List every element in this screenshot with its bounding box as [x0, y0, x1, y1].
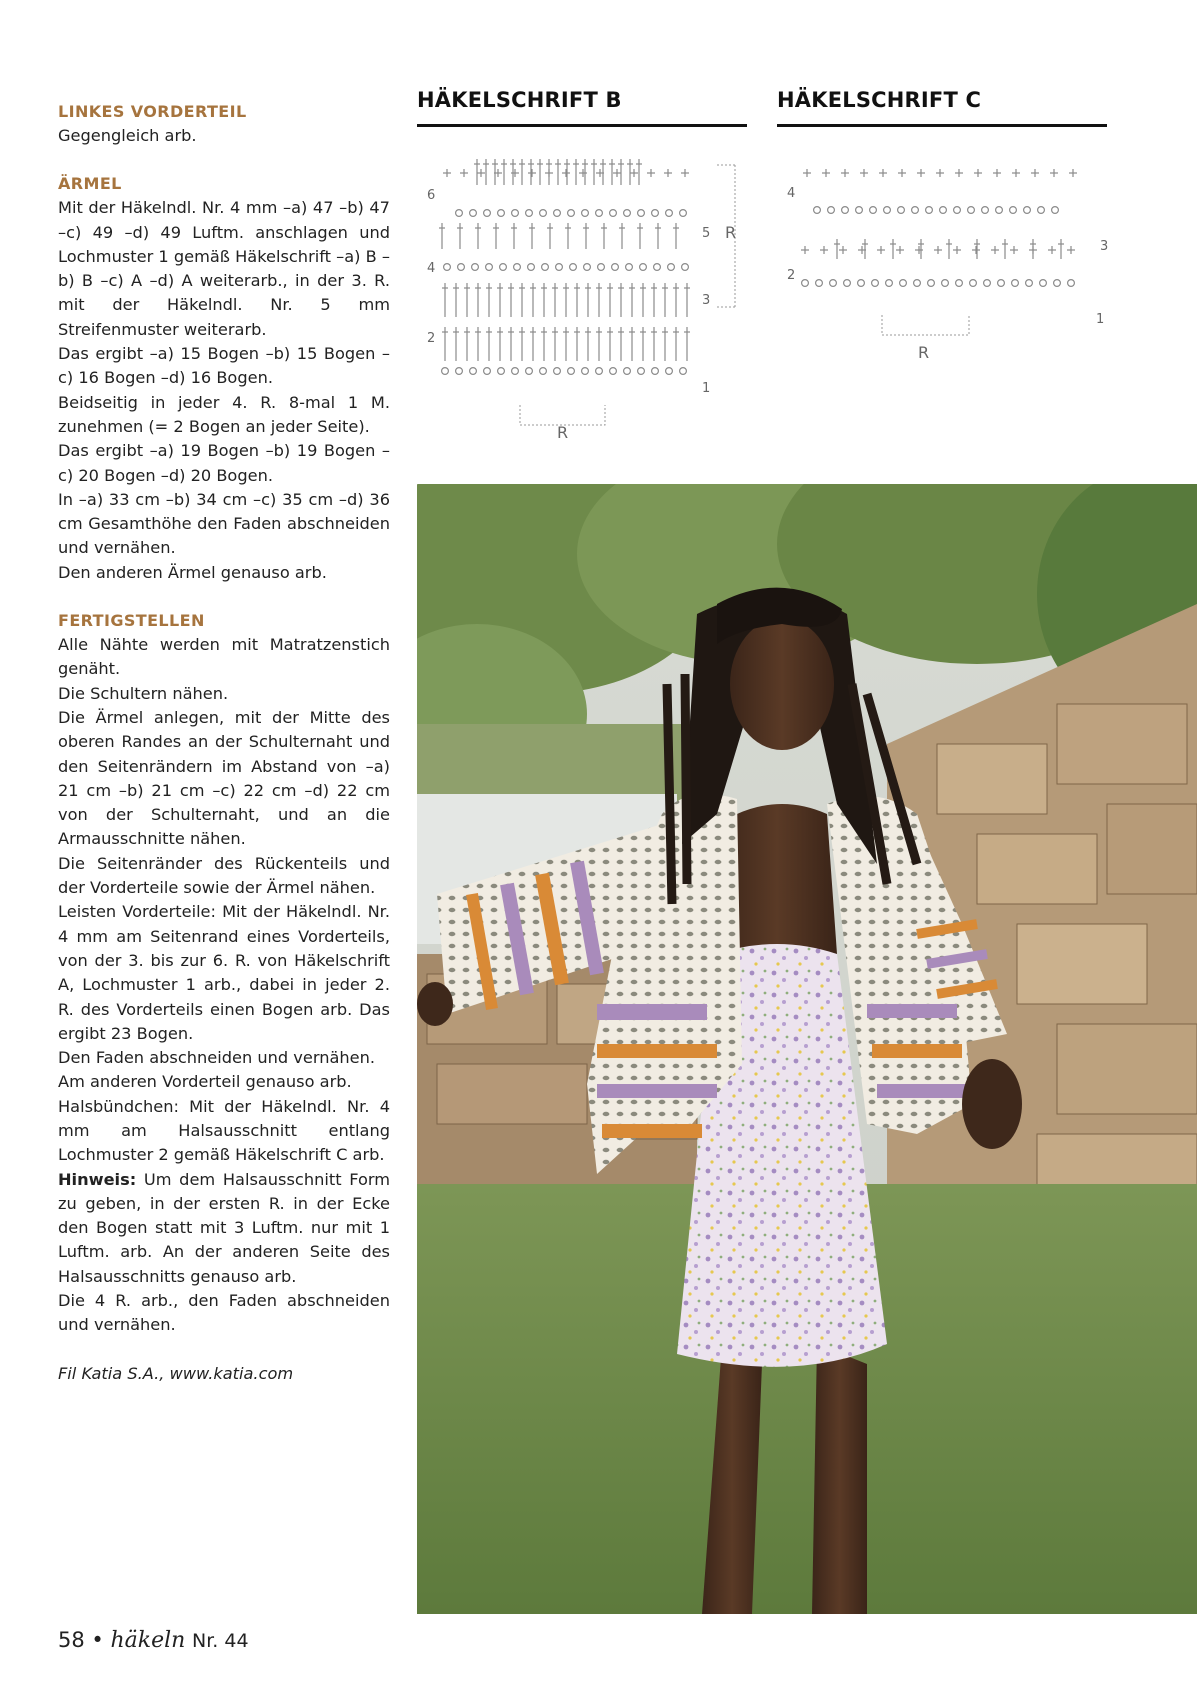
chain-stitch-symbol	[856, 207, 863, 214]
photo-illustration	[417, 484, 1197, 1614]
row-label-3: 3	[702, 293, 711, 308]
chain-stitch-symbol	[816, 280, 823, 287]
row-label-5: 5	[702, 226, 711, 241]
chain-stitch-symbol	[802, 280, 809, 287]
chain-stitch-symbol	[596, 210, 603, 217]
credit: Fil Katia S.A., www.katia.com	[58, 1363, 294, 1383]
chain-stitch-symbol	[872, 280, 879, 287]
chain-stitch-symbol	[828, 207, 835, 214]
chart-c-rule	[777, 124, 1107, 127]
chain-stitch-symbol	[584, 264, 591, 271]
crochet-chart-b	[417, 155, 747, 445]
chain-stitch-symbol	[682, 264, 689, 271]
crochet-chart-b-svg	[417, 155, 747, 445]
chain-stitch-symbol	[556, 264, 563, 271]
paragraph: Gegengleich arb.	[58, 126, 197, 145]
row-label-4: 4	[787, 186, 796, 201]
row-label-1: 1	[1096, 312, 1105, 327]
chain-stitch-symbol	[900, 280, 907, 287]
chain-stitch-symbol	[638, 210, 645, 217]
chain-stitch-symbol	[612, 264, 619, 271]
row-label-1: 1	[702, 381, 711, 396]
chain-stitch-symbol	[668, 264, 675, 271]
chain-stitch-symbol	[1052, 207, 1059, 214]
chain-stitch-symbol	[528, 264, 535, 271]
chain-stitch-symbol	[912, 207, 919, 214]
chain-stitch-symbol	[1040, 280, 1047, 287]
chain-stitch-symbol	[666, 210, 673, 217]
heading-fertigstellen: FERTIGSTELLEN	[58, 611, 205, 631]
chain-stitch-symbol	[638, 368, 645, 375]
chain-stitch-symbol	[486, 264, 493, 271]
chain-stitch-symbol	[998, 280, 1005, 287]
repeat-bracket-bottom	[520, 405, 605, 425]
chain-stitch-symbol	[954, 207, 961, 214]
chain-stitch-symbol	[886, 280, 893, 287]
chain-stitch-symbol	[582, 368, 589, 375]
chain-stitch-symbol	[568, 210, 575, 217]
chart-c-title: HÄKELSCHRIFT C	[777, 88, 982, 112]
chain-stitch-symbol	[928, 280, 935, 287]
chain-stitch-symbol	[442, 368, 449, 375]
paragraph: Am anderen Vorderteil genauso arb.	[58, 1072, 352, 1092]
chain-stitch-symbol	[968, 207, 975, 214]
chain-stitch-symbol	[940, 207, 947, 214]
chain-stitch-symbol	[456, 368, 463, 375]
chain-stitch-symbol	[970, 280, 977, 287]
chain-stitch-symbol	[624, 210, 631, 217]
chain-stitch-symbol	[498, 210, 505, 217]
paragraph: Alle Nähte werden mit Matratzenstich genäht.	[58, 635, 390, 679]
chain-stitch-symbol	[1038, 207, 1045, 214]
chain-stitch-symbol	[844, 280, 851, 287]
chain-stitch-symbol	[982, 207, 989, 214]
chain-stitch-symbol	[626, 264, 633, 271]
chain-stitch-symbol	[610, 210, 617, 217]
chain-stitch-symbol	[858, 280, 865, 287]
chain-stitch-symbol	[610, 368, 617, 375]
chain-stitch-symbol	[456, 210, 463, 217]
chain-stitch-symbol	[652, 368, 659, 375]
chain-stitch-symbol	[458, 264, 465, 271]
repeat-bracket-bottom	[882, 315, 969, 335]
chain-stitch-symbol	[870, 207, 877, 214]
chain-stitch-symbol	[554, 210, 561, 217]
chain-stitch-symbol	[1026, 280, 1033, 287]
chain-stitch-symbol	[942, 280, 949, 287]
chain-stitch-symbol	[540, 368, 547, 375]
chain-stitch-symbol	[666, 368, 673, 375]
paragraph: Beidseitig in jeder 4. R. 8-mal 1 M. zunehmen (= 2 Bogen an jeder Seite).	[58, 392, 390, 436]
chain-stitch-symbol	[472, 264, 479, 271]
paragraph: Leisten Vorderteile: Mit der Häkelndl. Nr. 4 mm am Seitenrand eines Vorderteils, von der 3. bis zur 6. R. von Häkelschrift A, Lochmuster 1 arb., dabei in jeder 2. R. des Vorderteils einen Bogen arb. Das ergibt 23 Bogen.	[58, 902, 390, 1043]
issue-number: Nr. 44	[192, 1630, 249, 1652]
paragraph: Halsbündchen: Mit der Häkelndl. Nr. 4 mm am Halsausschnitt entlang Lochmuster 2 gemäß Häkelschrift C arb.	[58, 1096, 390, 1165]
chain-stitch-symbol	[512, 210, 519, 217]
chain-stitch-symbol	[554, 368, 561, 375]
chain-stitch-symbol	[526, 210, 533, 217]
page-number: 58	[58, 1628, 85, 1652]
chain-stitch-symbol	[526, 368, 533, 375]
heading-linkes-vorderteil: LINKES VORDERTEIL	[58, 102, 247, 121]
chain-stitch-symbol	[1054, 280, 1061, 287]
chain-stitch-symbol	[596, 368, 603, 375]
paragraph: Den Faden abschneiden und vernähen.	[58, 1048, 376, 1068]
chain-stitch-symbol	[568, 368, 575, 375]
chain-stitch-symbol	[470, 368, 477, 375]
chain-stitch-symbol	[640, 264, 647, 271]
hinweis-text: Um dem Halsausschnitt Form zu geben, in der ersten R. in der Ecke den Bogen statt mit 3 Luftm. nur mit 1 Luftm. arb. An der anderen Seite des Halsausschnitts genauso arb.	[58, 1169, 390, 1286]
chain-stitch-symbol	[926, 207, 933, 214]
chart-b-title: HÄKELSCHRIFT B	[417, 88, 622, 112]
paragraph: Mit der Häkelndl. Nr. 4 mm –a) 47 –b) 47 –c) 49 –d) 49 Luftm. anschlagen und Lochmuster 1 gemäß Häkelschrift –a) B –b) B –c) A –d) A weiterarb., in der 3. R. mit der Häkelndl. Nr. 5 mm Streifenmuster weiterarb.	[58, 198, 390, 339]
paragraph: Das ergibt –a) 15 Bogen –b) 15 Bogen –c) 16 Bogen –d) 16 Bogen.	[58, 344, 390, 388]
chain-stitch-symbol	[542, 264, 549, 271]
chain-stitch-symbol	[1024, 207, 1031, 214]
row-label-2: 2	[427, 331, 436, 346]
paragraph: Das ergibt –a) 19 Bogen –b) 19 Bogen –c) 20 Bogen –d) 20 Bogen.	[58, 441, 390, 485]
chain-stitch-symbol	[814, 207, 821, 214]
crochet-chart-c-svg	[777, 155, 1117, 375]
paragraph: Die Schultern nähen.	[58, 683, 229, 703]
chain-stitch-symbol	[654, 264, 661, 271]
chain-stitch-symbol	[898, 207, 905, 214]
model-photo	[417, 484, 1197, 1614]
chain-stitch-symbol	[842, 207, 849, 214]
paragraph: Den anderen Ärmel genauso arb.	[58, 562, 327, 582]
chain-stitch-symbol	[1010, 207, 1017, 214]
chain-stitch-symbol	[624, 368, 631, 375]
row-label-2: 2	[787, 268, 796, 283]
chain-stitch-symbol	[956, 280, 963, 287]
paragraph: Die Seitenränder des Rückenteils und der Vorderteile sowie der Ärmel nähen.	[58, 853, 390, 898]
chain-stitch-symbol	[582, 210, 589, 217]
magazine-brand: häkeln	[110, 1628, 186, 1653]
chain-stitch-symbol	[1068, 280, 1075, 287]
repeat-label-bottom: R	[557, 423, 569, 442]
chain-stitch-symbol	[570, 264, 577, 271]
crochet-chart-c	[777, 155, 1117, 375]
chain-stitch-symbol	[484, 210, 491, 217]
row-label-6: 6	[427, 188, 436, 203]
page-footer	[58, 1628, 249, 1653]
paragraph: Die 4 R. arb., den Faden abschneiden und vernähen.	[58, 1291, 390, 1335]
heading-aermel: ÄRMEL	[58, 174, 122, 194]
chain-stitch-symbol	[514, 264, 521, 271]
chain-stitch-symbol	[484, 368, 491, 375]
chain-stitch-symbol	[830, 280, 837, 287]
chain-stitch-symbol	[914, 280, 921, 287]
chain-stitch-symbol	[598, 264, 605, 271]
chain-stitch-symbol	[996, 207, 1003, 214]
repeat-label-right: R	[725, 223, 737, 242]
chain-stitch-symbol	[680, 210, 687, 217]
repeat-label-bottom: R	[918, 343, 930, 362]
chain-stitch-symbol	[540, 210, 547, 217]
hinweis-label: Hinweis:	[58, 1169, 137, 1189]
chain-stitch-symbol	[500, 264, 507, 271]
row-label-3: 3	[1100, 239, 1109, 254]
chain-stitch-symbol	[1012, 280, 1019, 287]
chain-stitch-symbol	[498, 368, 505, 375]
chain-stitch-symbol	[512, 368, 519, 375]
hinweis-paragraph	[58, 1168, 390, 1289]
footer-bullet: •	[91, 1628, 104, 1652]
chain-stitch-symbol	[444, 264, 451, 271]
chain-stitch-symbol	[652, 210, 659, 217]
paragraph: In –a) 33 cm –b) 34 cm –c) 35 cm –d) 36 cm Gesamthöhe den Faden abschneiden und vernähen.	[58, 489, 390, 558]
chain-stitch-symbol	[984, 280, 991, 287]
row-label-4: 4	[427, 261, 436, 276]
chain-stitch-symbol	[884, 207, 891, 214]
chart-b-rule	[417, 124, 747, 127]
instructions-column	[58, 100, 390, 1386]
chain-stitch-symbol	[470, 210, 477, 217]
paragraph: Die Ärmel anlegen, mit der Mitte des oberen Randes an der Schulternaht und den Seitenrändern im Abstand von –a) 21 cm –b) 21 cm –c) 22 cm –d) 22 cm von der Schulternaht, und an die Armausschnitte nähen.	[58, 707, 390, 849]
chain-stitch-symbol	[680, 368, 687, 375]
